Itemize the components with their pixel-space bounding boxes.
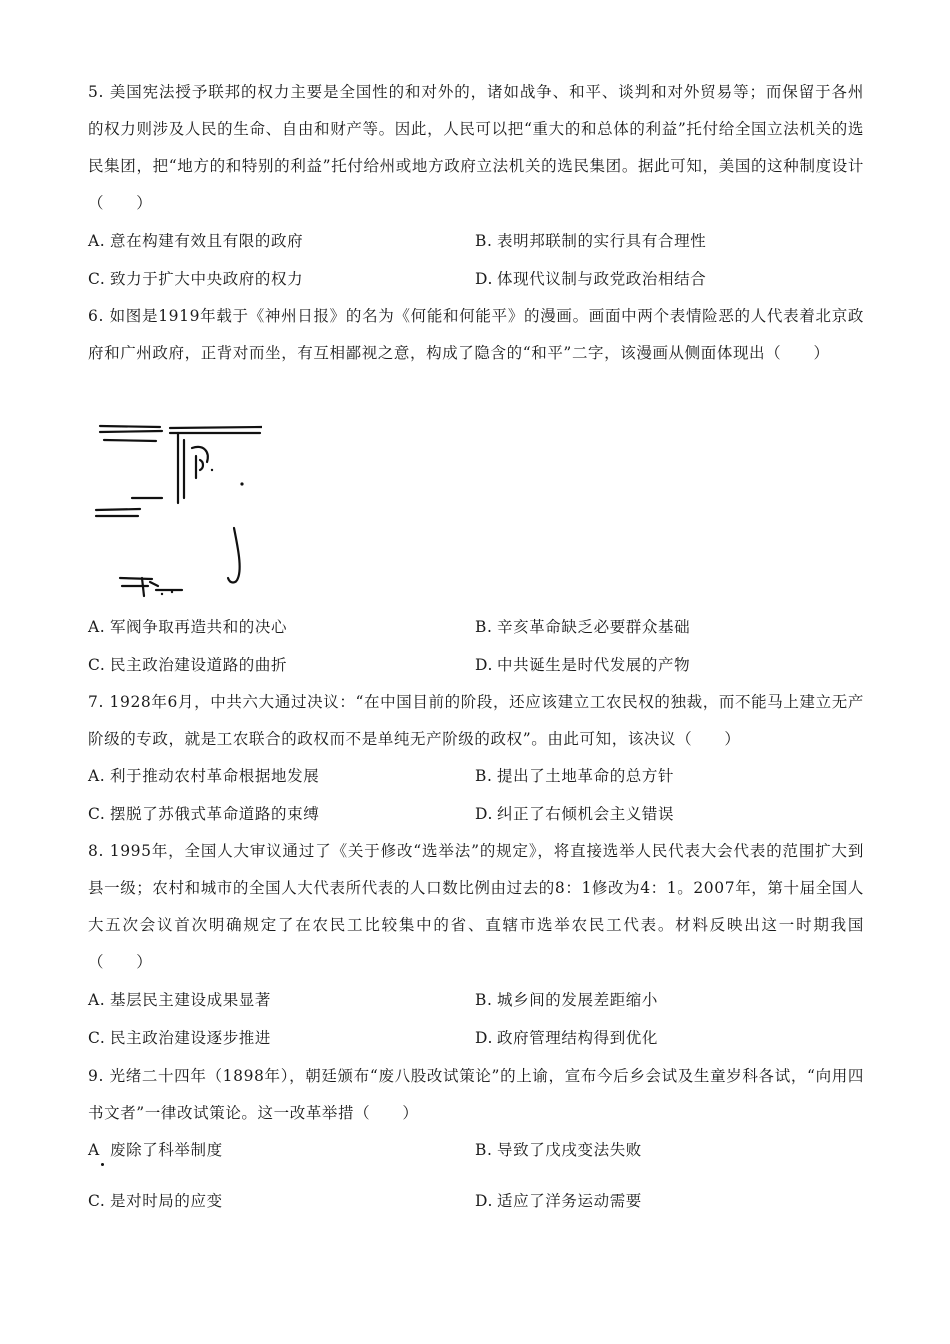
q9-option-c: C. 是对时局的应变 xyxy=(88,1192,223,1210)
cartoon-image xyxy=(92,418,262,608)
q7-option-c: C. 摆脱了苏俄式革命道路的束缚 xyxy=(88,805,320,823)
q6-option-d: D. 中共诞生是时代发展的产物 xyxy=(475,656,691,674)
q8-option-b: B. 城乡间的发展差距缩小 xyxy=(475,991,659,1009)
q7-option-a: A. 利于推动农村革命根据地发展 xyxy=(88,767,320,785)
question-5-stem: 5. 美国宪法授予联邦的权力主要是全国性的和对外的，诸如战争、和平、谈判和对外贸易等；而保留于各州的权力则涉及人民的生命、自由和财产等。因此，人民可以把“重大的和总体的利益”托付给全国立法机关的选民集团，把“地方的和特别的利益”托付给州或地方政府立法机关的选民集团。据此可知，美国的这种制度设计（ ） xyxy=(88,83,864,212)
question-6-stem: 6. 如图是1919年载于《神州日报》的名为《何能和何能平》的漫画。画面中两个表情险恶的人代表着北京政府和广州政府，正背对而坐，有互相鄙视之意，构成了隐含的“和平”二字，该漫画从侧面体现出（ ） xyxy=(88,307,864,362)
q9-option-a: A 废除了科举制度 xyxy=(88,1141,223,1159)
question-8-stem: 8. 1995年，全国人大审议通过了《关于修改“选举法”的规定》，将直接选举人民代表大会代表的范围扩大到县一级；农村和城市的全国人大代表所代表的人口数比例由过去的8：1修改为4：1。2007年，第十届全国人大五次会议首次明确规定了在农民工比较集中的省、直辖市选举农民工代表。材料反映出这一时期我国（ ） xyxy=(88,842,864,971)
q9-option-d: D. 适应了洋务运动需要 xyxy=(475,1192,642,1210)
q7-option-d: D. 纠正了右倾机会主义错误 xyxy=(475,805,675,823)
q5-option-a: A. 意在构建有效且有限的政府 xyxy=(88,232,304,250)
q6-option-c: C. 民主政治建设道路的曲折 xyxy=(88,656,288,674)
q8-option-a: A. 基层民主建设成果显著 xyxy=(88,991,272,1009)
q8-option-c: C. 民主政治建设逐步推进 xyxy=(88,1029,272,1047)
q6-option-a: A. 军阀争取再造共和的决心 xyxy=(88,618,288,636)
q7-option-b: B. 提出了土地革命的总方针 xyxy=(475,767,675,785)
stray-dot xyxy=(101,1163,104,1166)
q5-option-b: B. 表明邦联制的实行具有合理性 xyxy=(475,232,707,250)
question-7-stem: 7. 1928年6月，中共六大通过决议：“在中国目前的阶段，还应该建立工农民权的独裁，而不能马上建立无产阶级的专政，就是工农联合的政权而不是单纯无产阶级的政权”。由此可知，该决议（ ） xyxy=(88,693,864,748)
q5-option-c: C. 致力于扩大中央政府的权力 xyxy=(88,270,304,288)
q8-option-d: D. 政府管理结构得到优化 xyxy=(475,1029,659,1047)
q6-option-b: B. 辛亥革命缺乏必要群众基础 xyxy=(475,618,691,636)
question-9-stem: 9. 光绪二十四年（1898年），朝廷颁布“废八股改试策论”的上谕，宣布今后乡会试及生童岁科各试，“向用四书文者”一律改试策论。这一改革举措（ ） xyxy=(88,1067,864,1122)
q9-option-b: B. 导致了戊戌变法失败 xyxy=(475,1141,642,1159)
q5-option-d: D. 体现代议制与政党政治相结合 xyxy=(475,270,707,288)
